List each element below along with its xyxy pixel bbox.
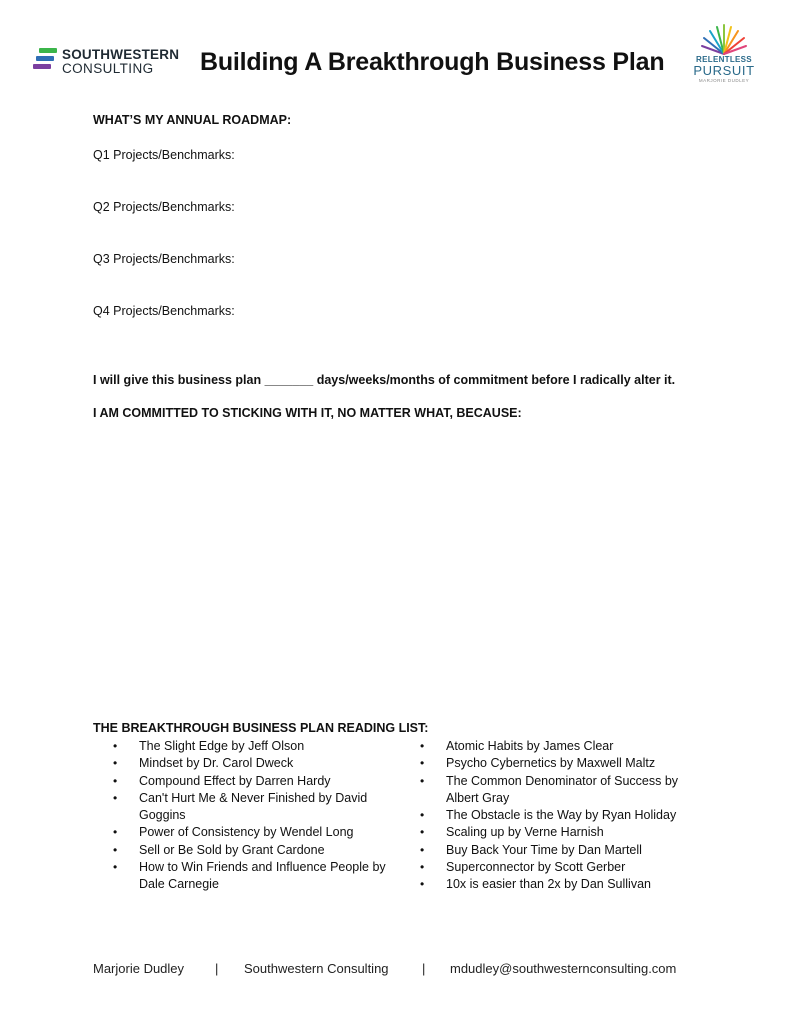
list-item: • Can't Hurt Me & Never Finished by David Goggins <box>113 790 368 823</box>
partner-logo-line1: RELENTLESS <box>696 55 752 64</box>
list-item: • Mindset by Dr. Carol Dweck <box>113 756 294 771</box>
document-title: Building A Breakthrough Business Plan <box>200 48 665 76</box>
commitment-statement: I will give this business plan _______ days/weeks/months of commitment before I radically alter it. <box>93 373 676 387</box>
relentless-pursuit-logo <box>690 24 758 86</box>
southwestern-consulting-logo <box>33 46 183 76</box>
footer-company: Southwestern Consulting <box>244 961 389 976</box>
footer-name: Marjorie Dudley <box>93 961 185 976</box>
q2-label: Q2 Projects/Benchmarks: <box>93 200 235 214</box>
list-item: • Compound Effect by Darren Hardy <box>113 773 331 788</box>
brand-name-line2: CONSULTING <box>62 61 154 76</box>
list-item: • Psycho Cybernetics by Maxwell Maltz <box>420 756 656 771</box>
list-item: • The Slight Edge by Jeff Olson <box>113 739 305 753</box>
q3-label: Q3 Projects/Benchmarks: <box>93 252 235 266</box>
footer-separator: | <box>422 961 426 976</box>
list-item: • The Common Denominator of Success by Albert Gray <box>420 773 679 805</box>
list-item: • Atomic Habits by James Clear <box>420 739 614 753</box>
list-item: • Power of Consistency by Wendel Long <box>113 825 354 840</box>
sunburst-icon <box>694 24 754 56</box>
list-item: • The Obstacle is the Way by Ryan Holiday <box>420 808 677 823</box>
list-item: • 10x is easier than 2x by Dan Sullivan <box>420 877 651 892</box>
list-item: • Scaling up by Verne Harnish <box>420 825 604 840</box>
commitment-because-heading: I AM COMMITTED TO STICKING WITH IT, NO MATTER WHAT, BECAUSE: <box>93 406 522 420</box>
list-item: • Buy Back Your Time by Dan Martell <box>420 842 642 857</box>
footer-email[interactable]: mdudley@southwesternconsulting.com <box>450 961 677 976</box>
reading-list-left-column <box>113 738 393 894</box>
reading-list-right-column <box>420 738 710 894</box>
partner-logo-line2: PURSUIT <box>693 63 755 78</box>
footer-separator: | <box>215 961 219 976</box>
brand-stripes-icon <box>33 48 57 74</box>
brand-name-line1: SOUTHWESTERN <box>62 47 180 62</box>
q4-label: Q4 Projects/Benchmarks: <box>93 304 235 318</box>
q1-label: Q1 Projects/Benchmarks: <box>93 148 235 162</box>
partner-logo-line3: MARJORIE DUDLEY <box>698 78 750 83</box>
list-item: • Sell or Be Sold by Grant Cardone <box>113 842 325 857</box>
reading-list-heading: THE BREAKTHROUGH BUSINESS PLAN READING LIST: <box>93 721 429 735</box>
list-item: • How to Win Friends and Influence People by Dale Carnegie <box>113 860 386 892</box>
list-item: • Superconnector by Scott Gerber <box>420 860 626 875</box>
roadmap-heading: WHAT’S MY ANNUAL ROADMAP: <box>93 113 292 127</box>
